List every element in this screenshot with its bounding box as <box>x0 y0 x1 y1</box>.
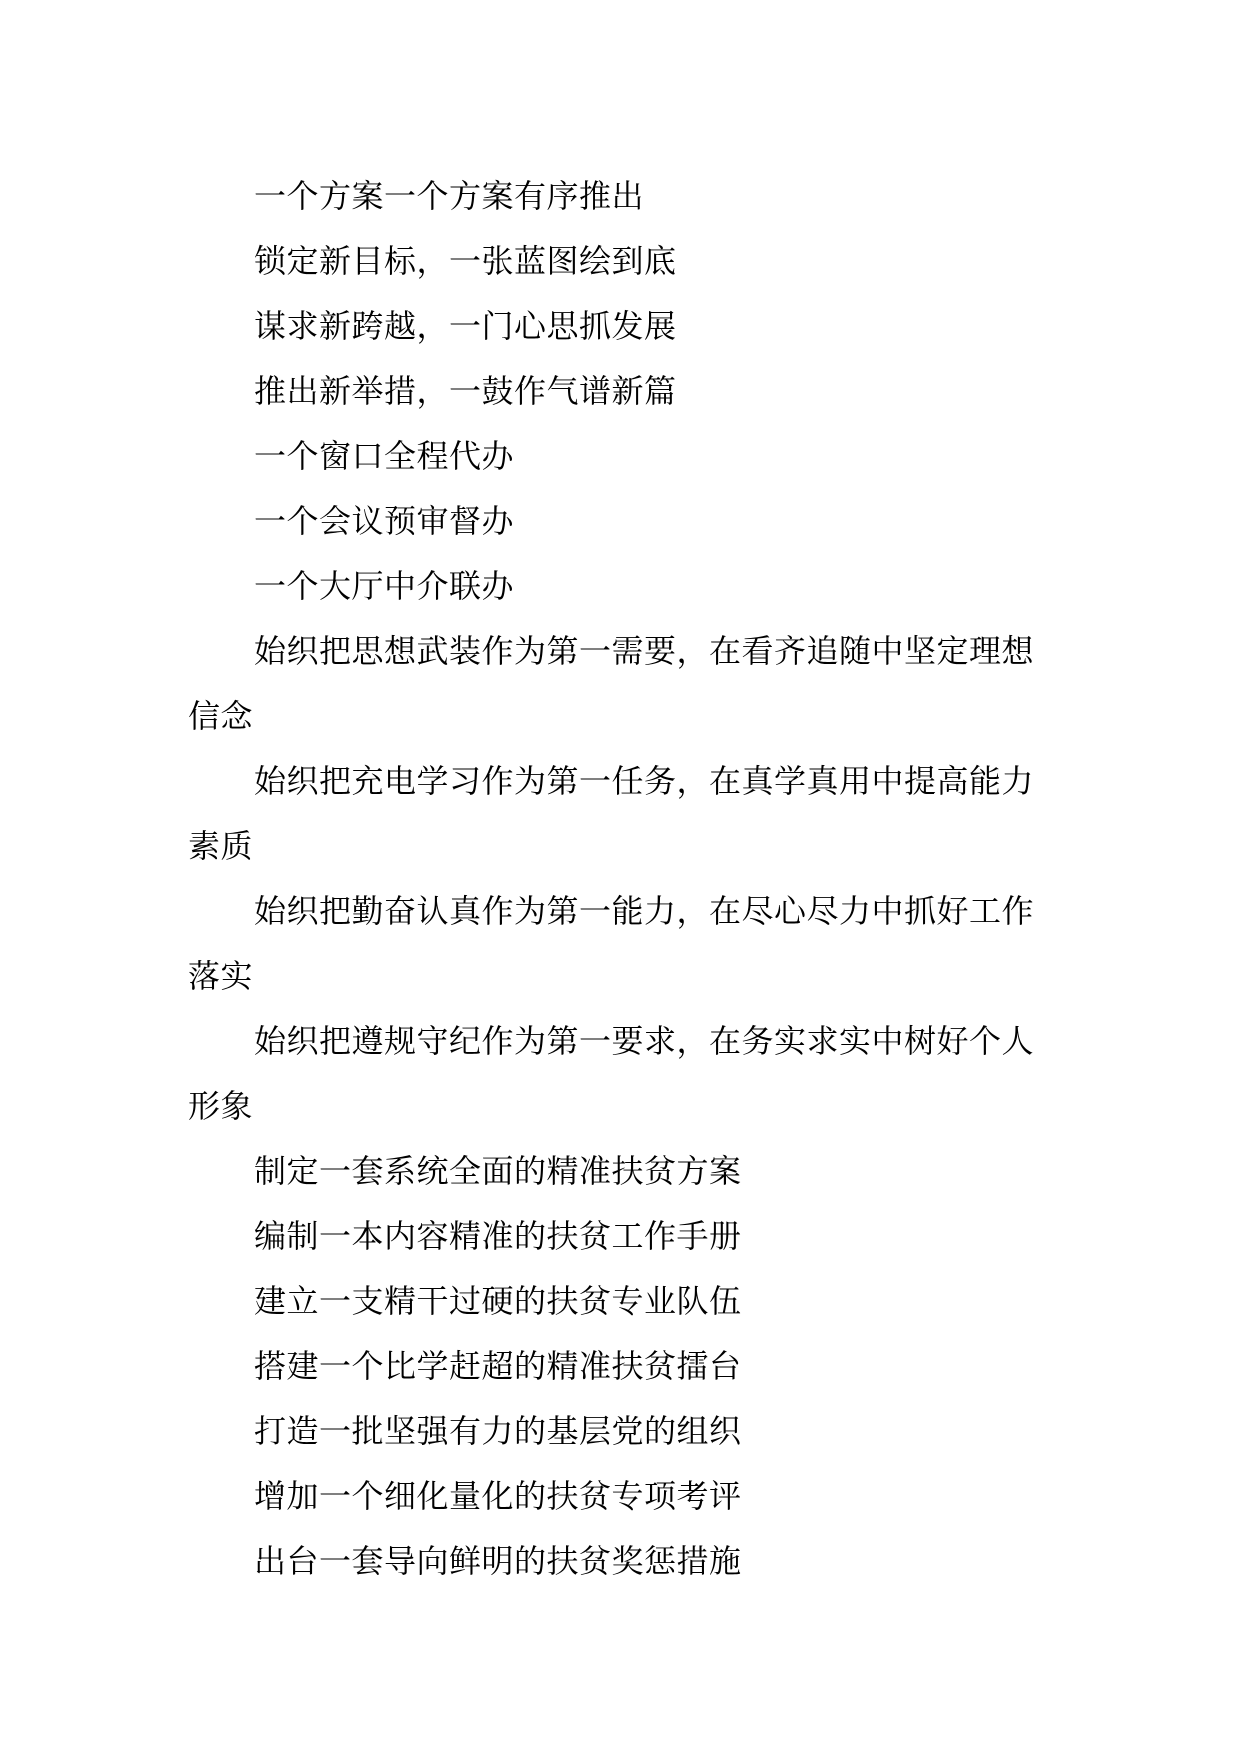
paragraph: 始织把遵规守纪作为第一要求，在务实求实中树好个人形象 <box>188 1022 1035 1125</box>
paragraph: 始织把充电学习作为第一任务，在真学真用中提高能力素质 <box>188 762 1035 865</box>
paragraph: 打造一批坚强有力的基层党的组织 <box>254 1412 742 1450</box>
paragraph: 搭建一个比学赶超的精准扶贫擂台 <box>254 1347 742 1385</box>
paragraph: 谋求新跨越，一门心思抓发展 <box>254 307 677 345</box>
paragraph: 一个会议预审督办 <box>254 502 515 540</box>
paragraph: 一个大厅中介联办 <box>254 567 515 605</box>
paragraph: 编制一本内容精准的扶贫工作手册 <box>254 1217 742 1255</box>
paragraph: 推出新举措，一鼓作气谱新篇 <box>254 372 677 410</box>
paragraph: 建立一支精干过硬的扶贫专业队伍 <box>254 1282 742 1320</box>
paragraph: 一个窗口全程代办 <box>254 437 515 475</box>
paragraph: 始织把勤奋认真作为第一能力，在尽心尽力中抓好工作落实 <box>188 892 1035 995</box>
paragraph: 出台一套导向鲜明的扶贫奖惩措施 <box>254 1542 742 1580</box>
paragraph: 增加一个细化量化的扶贫专项考评 <box>254 1477 742 1515</box>
paragraph: 制定一套系统全面的精准扶贫方案 <box>254 1152 742 1190</box>
paragraph: 锁定新目标，一张蓝图绘到底 <box>254 242 677 280</box>
paragraph: 一个方案一个方案有序推出 <box>254 177 645 215</box>
document-body <box>188 164 1064 1594</box>
paragraph: 始织把思想武装作为第一需要，在看齐追随中坚定理想信念 <box>188 632 1035 735</box>
